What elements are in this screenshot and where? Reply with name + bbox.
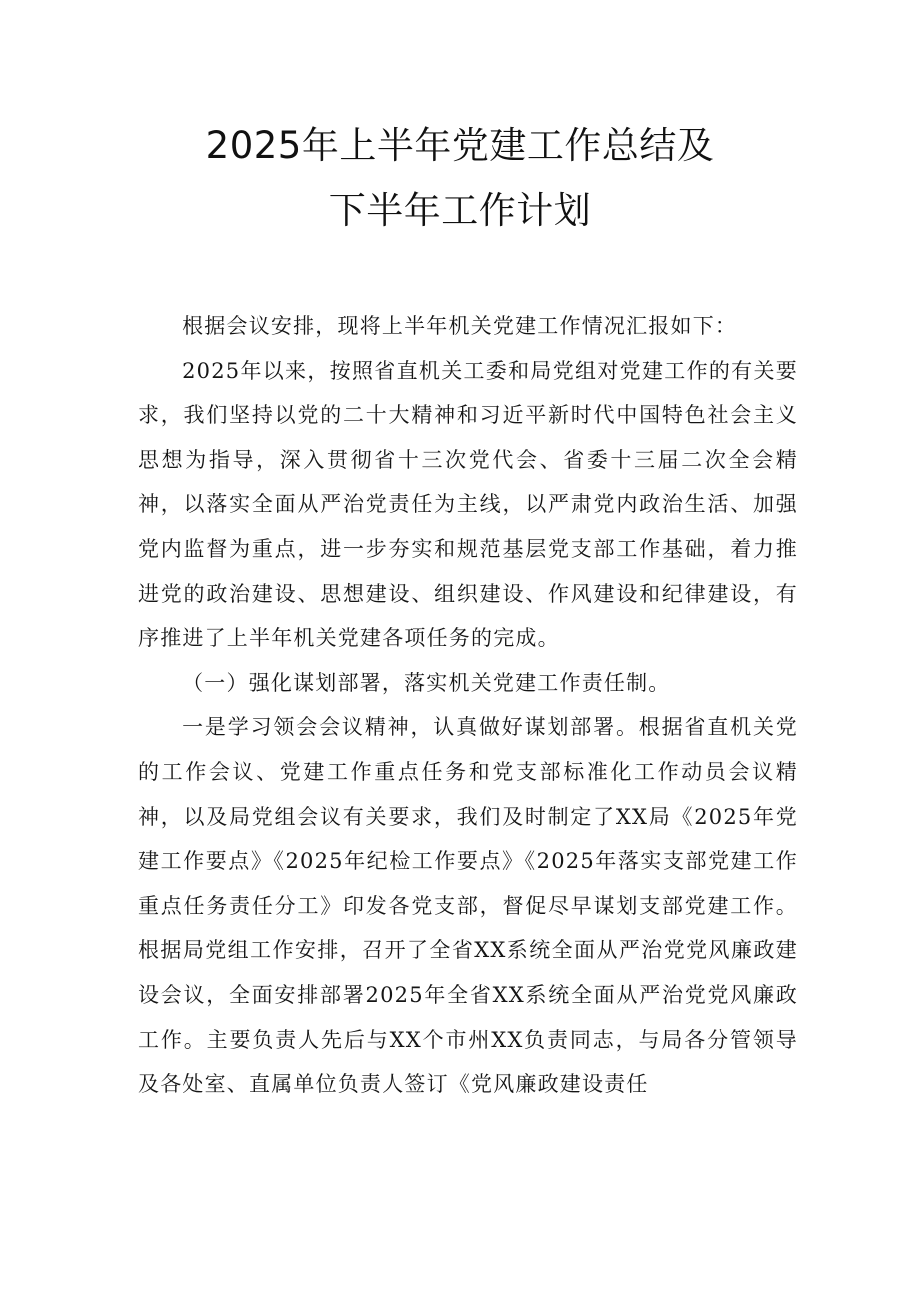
document-title-line-1: 2025年上半年党建工作总结及 <box>205 124 715 167</box>
overview-paragraph: 2025年以来，按照省直机关工委和局党组对党建工作的有关要求，我们坚持以党的二十大精神和习近平新时代中国特色社会主义思想为指导，深入贯彻省十三次党代会、省委十三届二次全会精神，以落实全面从严治党责任为主线，以严肃党内政治生活、加强党内监督为重点，进一步夯实和规范基层党支部工作基础，着力推进党的政治建设、思想建设、组织建设、作风建设和纪律建设，有序推进了上半年机关党建各项任务的完成。 <box>138 358 798 651</box>
section-heading: （一）强化谋划部署，落实机关党建工作责任制。 <box>182 670 671 695</box>
body-paragraph: 一是学习领会会议精神，认真做好谋划部署。根据省直机关党的工作会议、党建工作重点任务和党支部标准化工作动员会议精神，以及局党组会议有关要求，我们及时制定了XX局《2025年党建工作要点》《2025年纪检工作要点》《2025年落实支部党建工作重点任务责任分工》印发各党支部，督促尽早谋划支部党建工作。根据局党组工作安排，召开了全省XX系统全面从严治党党风廉政建设会议，全面安排部署2025年全省XX系统全面从严治党党风廉政工作。主要负责人先后与XX个市州XX负责同志，与局各分管领导及各处室、直属单位负责人签订《党风廉政建设责任 <box>138 715 798 1097</box>
document-body <box>138 304 798 1107</box>
intro-paragraph: 根据会议安排，现将上半年机关党建工作情况汇报如下： <box>182 314 738 338</box>
document-title-line-2: 下半年工作计划 <box>328 189 592 232</box>
